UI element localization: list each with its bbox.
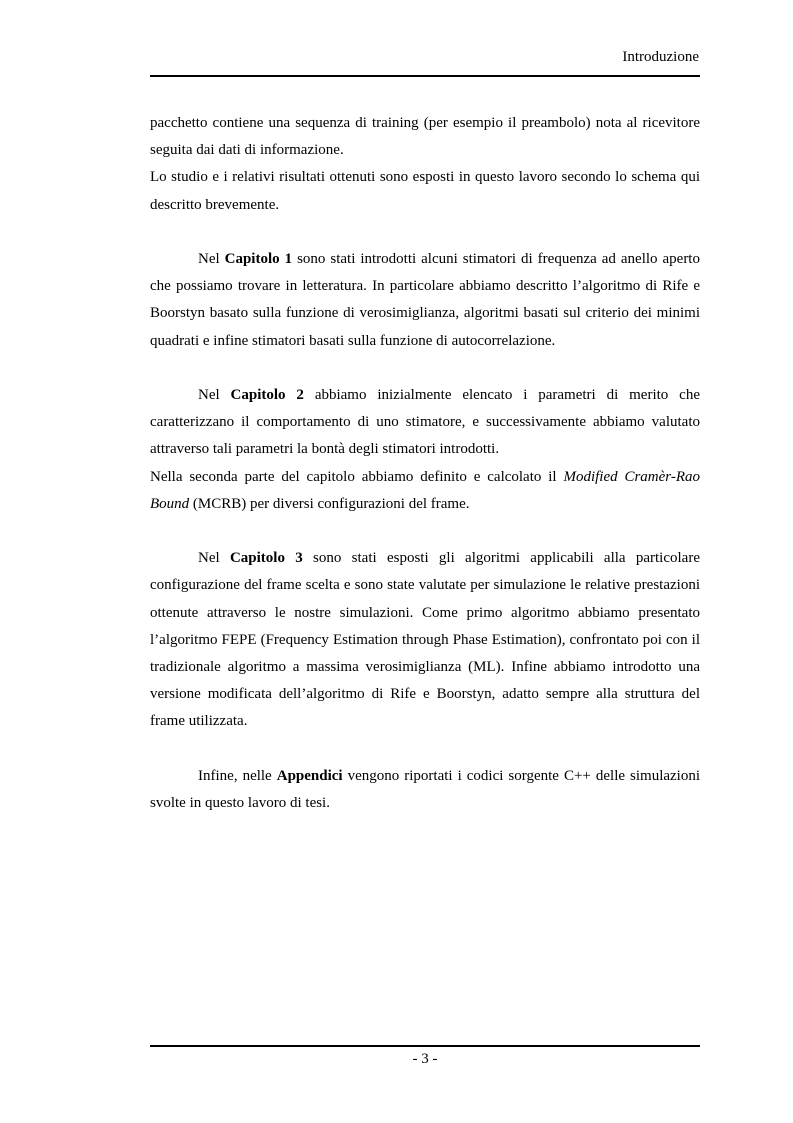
paragraph-1: pacchetto contiene una sequenza di training (per esempio il preambolo) nota al ricevitore seguita dai dati di informazione.	[150, 115, 700, 159]
document-body	[150, 110, 700, 817]
text-run: abbiamo inizialmente elencato i parametri di merito che caratterizzano il comportamento di uno stimatore, e successivamente abbiamo valutato attraverso tali parametri la bontà degli stimatori introdotti.	[150, 387, 700, 458]
paragraph-capitolo-2	[150, 382, 700, 464]
text-run: Nel	[198, 387, 231, 403]
paragraph-mcrb	[150, 464, 700, 518]
text-run: vengono riportati i codici sorgente C++ delle simulazioni svolte in questo lavoro di tesi.	[150, 767, 701, 812]
text-run: sono stati esposti gli algoritmi applicabili alla particolare configurazione del frame scelta e sono state valutate per simulazione le relative prestazioni ottenute attraverso le nostre simulazioni. Come primo algoritmo abbiamo presentato l’algoritmo FEPE (Frequency Estimation through Phase Estimation), confrontato poi con il tradizionale algoritmo a massima verosimiglianza (ML). Infine abbiamo introdotto una versione modificata dell’algoritmo di Rife e Boorstyn, adatto sempre alla struttura del frame utilizzata.	[150, 550, 700, 730]
text-run: Nella seconda parte del capitolo abbiamo definito e calcolato il	[150, 468, 564, 485]
paragraph-appendici	[150, 763, 700, 817]
page-number: - 3 -	[412, 1051, 438, 1067]
bold-term: Appendici	[276, 767, 343, 784]
text-run: Nel	[198, 550, 230, 567]
italic-term: Modified Cramèr-Rao Bound	[150, 468, 700, 512]
text-run: Nel	[198, 251, 225, 267]
bold-term: Capitolo 3	[229, 550, 303, 567]
paragraph-capitolo-3	[150, 545, 700, 735]
text-run: (MCRB) per diversi configurazioni del frame.	[189, 495, 470, 512]
paragraph-gap	[150, 219, 700, 246]
paragraph-capitolo-1	[150, 246, 700, 355]
header-rule	[150, 75, 700, 77]
bold-term: Capitolo 2	[230, 387, 304, 403]
bold-term: Capitolo 1	[224, 251, 293, 267]
text-run: sono stati introdotti alcuni stimatori di frequenza ad anello aperto che possiamo trovare in letteratura. In particolare abbiamo descritto l’algoritmo di Rife e Boorstyn basato sulla funzione di verosimiglianza, algoritmi basati sul criterio dei minimi quadrati e infine stimatori basati sulla funzione di autocorrelazione.	[150, 251, 700, 349]
text-run: Infine, nelle	[198, 767, 277, 784]
footer-rule	[150, 1045, 700, 1047]
paragraph-2: Lo studio e i relativi risultati ottenuti sono esposti in questo lavoro secondo lo schema qui descritto brevemente.	[150, 169, 700, 213]
paragraph-gap	[150, 355, 700, 382]
running-header-title: Introduzione	[622, 49, 699, 65]
paragraph-gap	[150, 518, 700, 545]
paragraph-gap	[150, 736, 700, 763]
